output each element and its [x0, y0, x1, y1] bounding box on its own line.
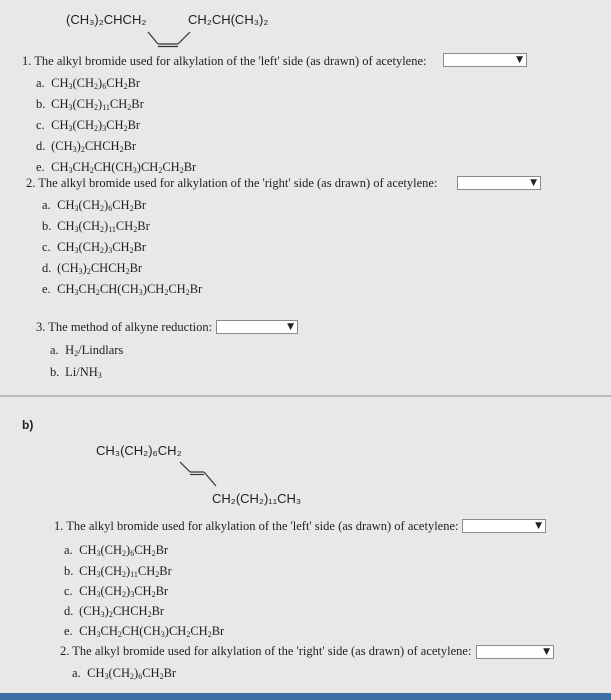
question-a3-dropdown[interactable] [216, 320, 298, 334]
structure-a-bond-lines [140, 28, 200, 50]
option-b1-a: a. $CH_3(CH_2)_6CH_2Br$ [64, 543, 169, 558]
option-b1-c: c. $CH_3(CH_2)_3CH_2Br$ [64, 584, 169, 599]
structure-b-right-group: CH₂(CH₂)₁₁CH₃ [212, 491, 302, 506]
option-b2-a: a. $CH_3(CH_2)_6CH_2Br$ [72, 666, 177, 681]
option-a2-b: b. $CH_3(CH_2)_{11}CH_2Br$ [42, 219, 150, 234]
option-a2-e: e. $CH_3CH_2CH(CH_3)CH_2CH_2Br$ [42, 282, 203, 297]
option-b1-b: b. $CH_3(CH_2)_{11}CH_2Br$ [64, 564, 172, 579]
section-divider [0, 395, 611, 397]
chevron-down-icon: ▼ [535, 521, 542, 531]
question-b1-dropdown[interactable] [462, 519, 546, 533]
option-a3-a: a. $H_2$/Lindlars [50, 343, 124, 358]
chevron-down-icon: ▼ [516, 55, 523, 65]
option-a2-a: a. $CH_3(CH_2)_6CH_2Br$ [42, 198, 147, 213]
structure-b-left-group: CH₃(CH₂)₆CH₂ [96, 443, 182, 458]
question-a2-dropdown[interactable] [457, 176, 541, 190]
option-a1-d: d. $(CH_3)_2CHCH_2Br$ [36, 139, 137, 154]
question-a3-text: 3. The method of alkyne reduction: [36, 320, 213, 334]
taskbar-strip [0, 693, 611, 700]
question-a1-dropdown[interactable] [443, 53, 527, 67]
chevron-down-icon: ▼ [287, 322, 294, 332]
option-a2-d: d. $(CH_3)_2CHCH_2Br$ [42, 261, 143, 276]
option-b1-e: e. $CH_3CH_2CH(CH_3)CH_2CH_2Br$ [64, 624, 225, 639]
structure-a-right-group: CH₂CH(CH₃)₂ [188, 12, 269, 27]
option-a1-e: e. $CH_3CH_2CH(CH_3)CH_2CH_2Br$ [36, 160, 197, 175]
question-b1-text: 1. The alkyl bromide used for alkylation of the 'left' side (as drawn) of acetylene: [54, 519, 459, 533]
option-a2-c: c. $CH_3(CH_2)_3CH_2Br$ [42, 240, 147, 255]
option-a3-b: b. $Li/NH_3$ [50, 365, 102, 380]
chevron-down-icon: ▼ [530, 178, 537, 188]
option-a1-c: c. $CH_3(CH_2)_3CH_2Br$ [36, 118, 141, 133]
structure-b-bond-lines [170, 456, 230, 490]
option-a1-b: b. $CH_3(CH_2)_{11}CH_2Br$ [36, 97, 144, 112]
question-a2-text: 2. The alkyl bromide used for alkylation of the 'right' side (as drawn) of acetylene: [26, 176, 438, 190]
question-b2-text: 2. The alkyl bromide used for alkylation of the 'right' side (as drawn) of acetylene: [60, 644, 472, 658]
structure-a-left-group: (CH₃)₂CHCH₂ [66, 12, 147, 27]
option-a1-a: a. $CH_3(CH_2)_6CH_2Br$ [36, 76, 141, 91]
option-b1-d: d. $(CH_3)_2CHCH_2Br$ [64, 604, 165, 619]
question-a1-text: 1. The alkyl bromide used for alkylation of the 'left' side (as drawn) of acetylene: [22, 54, 427, 68]
question-b2-dropdown[interactable] [476, 645, 554, 659]
part-b-label: b) [22, 418, 34, 432]
chevron-down-icon: ▼ [543, 647, 550, 657]
